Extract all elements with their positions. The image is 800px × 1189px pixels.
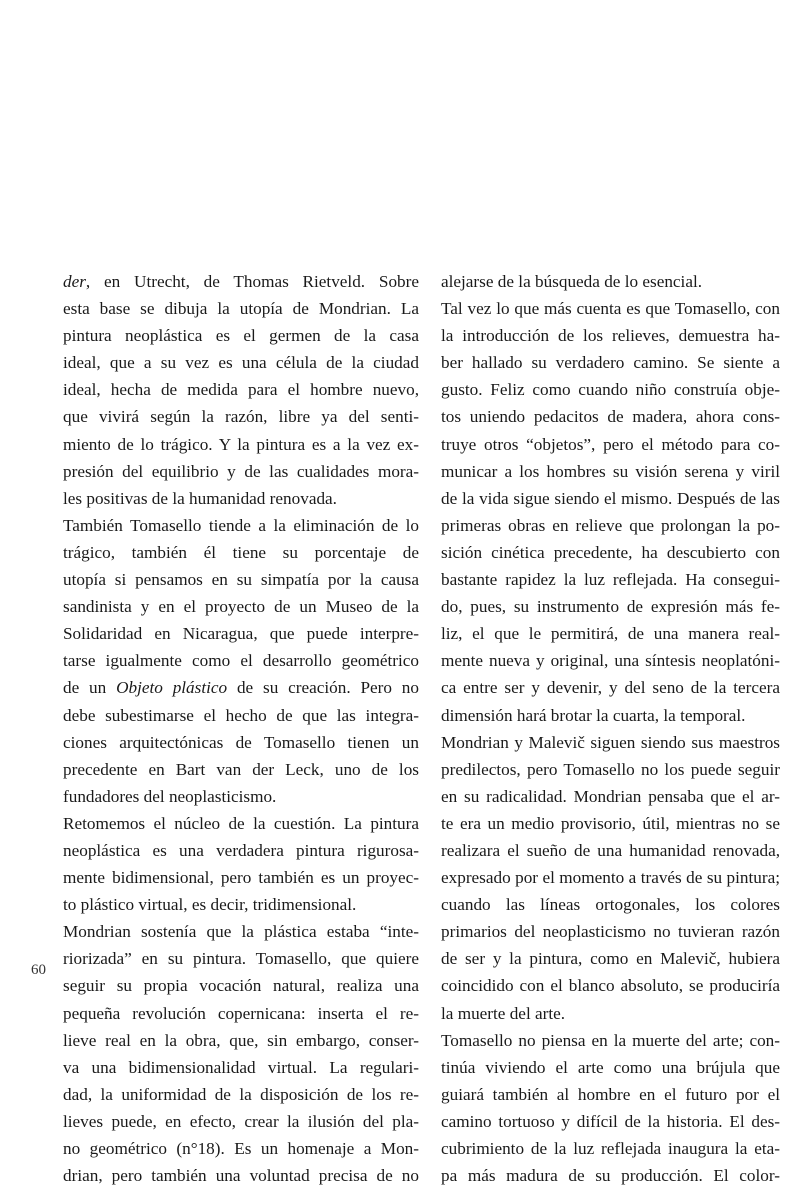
text-segment: presión del equilibrio y de las cualidades mora- <box>63 461 419 481</box>
text-line <box>441 810 780 837</box>
text-segment: que vivirá según la razón, libre ya del senti- <box>63 407 419 427</box>
text-line <box>441 620 780 647</box>
text-segment: miento de lo trágico. Y la pintura es a la vez ex- <box>63 434 419 454</box>
text-line <box>63 485 419 512</box>
text-line <box>63 864 419 891</box>
text-line <box>63 702 419 729</box>
text-line <box>63 1054 419 1081</box>
text-segment: alejarse de la búsqueda de lo esencial. <box>441 272 703 291</box>
text-line <box>63 431 419 458</box>
text-line <box>63 376 419 403</box>
text-line <box>63 891 419 918</box>
text-line <box>441 918 780 945</box>
text-line <box>441 1162 780 1189</box>
text-line <box>441 566 780 593</box>
text-line <box>441 1054 780 1081</box>
text-line <box>441 1027 780 1054</box>
text-segment: guiará también al hombre en el futuro por el <box>441 1084 780 1104</box>
text-segment: te era un medio provisorio, útil, mientras no se <box>441 813 780 833</box>
text-segment: ideal, hecha de medida para el hombre nuevo, <box>63 380 419 400</box>
text-line <box>63 1081 419 1108</box>
text-line <box>441 376 780 403</box>
text-segment: liz, el que le permitirá, de una manera real- <box>441 624 780 644</box>
text-segment: realizara el sueño de una humanidad renovada, <box>441 840 780 860</box>
text-line <box>441 972 780 999</box>
text-line <box>63 918 419 945</box>
text-segment: de un <box>63 678 117 698</box>
text-segment: esta base se dibuja la utopía de Mondrian. La <box>63 299 419 319</box>
text-segment: trágico, también él tiene su porcentaje de <box>63 542 419 562</box>
text-segment: gusto. Feliz como cuando niño construía objе- <box>441 380 780 400</box>
text-segment: fundadores del neoplasticismo. <box>63 786 277 806</box>
page-number: 60 <box>31 962 46 978</box>
text-line <box>63 647 419 674</box>
text-segment: municar a los hombres su visión serena y viril <box>441 461 780 481</box>
text-segment: cuando las líneas ortogonales, los colores <box>441 895 780 915</box>
text-segment: sandinista y en el proyecto de un Museo de la <box>63 597 419 617</box>
text-segment: ciones arquitectónicas de Tomasello tienen un <box>63 732 419 752</box>
text-segment: Tomasello no piensa en la muerte del arte; con- <box>441 1030 780 1050</box>
text-segment: Mondrian sostenía que la plástica estaba “inte- <box>63 922 419 942</box>
italic-text: der <box>63 272 86 291</box>
text-line <box>441 647 780 674</box>
text-segment: precedente en Bart van der Leck, uno de los <box>63 759 419 779</box>
text-line <box>441 268 780 295</box>
text-segment: predilectos, pero Tomasello no los puede seguir <box>441 759 780 779</box>
text-segment: de la vida sigue siendo el mismo. Después de las <box>441 488 780 508</box>
text-segment: expresado por el momento a través de su pintura; <box>441 868 780 888</box>
text-line <box>63 972 419 999</box>
text-segment: tos uniendo pedacitos de madera, ahora cons- <box>441 407 780 427</box>
text-segment: sición cinética precedente, ha descubierto con <box>441 542 780 562</box>
text-segment: camino tortuoso y difícil de la historia. El des- <box>441 1111 780 1131</box>
text-segment: ideal, que a su vez es una célula de la ciudad <box>63 353 419 373</box>
text-line <box>63 1135 419 1162</box>
text-segment: riorizada” en su pintura. Tomasello, que quiere <box>63 949 419 969</box>
text-line <box>63 349 419 376</box>
text-segment: les positivas de la humanidad renovada. <box>63 488 337 508</box>
text-line <box>441 674 780 701</box>
text-segment: do, pues, su instrumento de expresión más fe- <box>441 597 780 617</box>
text-segment: dimensión hará brotar la cuarta, la temporal. <box>441 705 746 725</box>
left-text-column <box>63 268 419 1189</box>
text-segment: la muerte del arte. <box>441 1003 566 1023</box>
text-line <box>441 539 780 566</box>
text-line <box>63 674 419 701</box>
text-segment: primeras obras en relieve que prolongan la po- <box>441 515 780 535</box>
text-line <box>441 1081 780 1108</box>
text-segment: lieve real en la obra, que, sin embargo, conser- <box>63 1030 419 1050</box>
text-segment: , en Utrecht, de Thomas Rietveld. Sobre <box>85 272 419 291</box>
text-line <box>63 837 419 864</box>
text-segment: drian, pero también una voluntad precisa de no <box>63 1166 419 1186</box>
italic-text: Objeto plástico <box>116 678 228 698</box>
text-line <box>441 729 780 756</box>
text-line <box>441 295 780 322</box>
text-segment: Tal vez lo que más cuenta es que Tomasello, con <box>441 299 780 319</box>
text-line <box>441 1000 780 1027</box>
text-line <box>441 322 780 349</box>
text-segment: lieves puede, en efecto, crear la ilusión del pla- <box>63 1111 419 1131</box>
text-line <box>441 945 780 972</box>
text-line <box>63 566 419 593</box>
text-segment: pintura neoplástica es el germen de la casa <box>63 326 419 346</box>
text-segment: primarios del neoplasticismo no tuvieran razón <box>441 922 780 942</box>
text-segment: de su creación. Pero no <box>227 678 419 698</box>
text-line <box>63 1108 419 1135</box>
text-segment: de ser y la pintura, como en Malevič, hubiera <box>441 949 780 969</box>
text-segment: mente nueva y original, una síntesis neoplatóni- <box>441 651 780 671</box>
text-segment: va una bidimensionalidad virtual. La regulari- <box>63 1057 419 1077</box>
text-line <box>63 1162 419 1189</box>
text-line <box>441 485 780 512</box>
text-line <box>441 512 780 539</box>
text-segment: pequeña revolución copernicana: inserta el re- <box>63 1003 419 1023</box>
text-line <box>63 810 419 837</box>
text-segment: to plástico virtual, es decir, tridimensional. <box>63 895 357 915</box>
text-segment: no geométrico (n°18). Es un homenaje a Mon- <box>63 1139 419 1158</box>
text-segment: tinúa viviendo el arte como una brújula que <box>441 1057 780 1077</box>
text-line <box>63 756 419 783</box>
text-line <box>63 1027 419 1054</box>
text-line <box>63 458 419 485</box>
text-line <box>63 783 419 810</box>
text-line <box>441 1108 780 1135</box>
text-line <box>63 268 419 295</box>
text-segment: Mondrian y Malevič siguen siendo sus maestros <box>441 732 780 752</box>
text-line <box>441 783 780 810</box>
text-line <box>441 431 780 458</box>
text-line <box>441 458 780 485</box>
text-line <box>441 756 780 783</box>
text-line <box>63 539 419 566</box>
text-line <box>63 295 419 322</box>
text-line <box>63 945 419 972</box>
text-line <box>63 403 419 430</box>
right-text-column <box>441 268 780 1189</box>
text-line <box>441 891 780 918</box>
text-line <box>63 322 419 349</box>
text-segment: ca entre ser y devenir, y del seno de la tercera <box>441 678 780 698</box>
text-segment: Retomemos el núcleo de la cuestión. La pintura <box>63 813 419 833</box>
text-segment: dad, la uniformidad de la disposición de los re- <box>63 1084 419 1104</box>
text-segment: pa más madura de su producción. El color- <box>441 1166 780 1186</box>
text-segment: mente bidimensional, pero también es un proyec- <box>63 868 419 888</box>
text-line <box>441 702 780 729</box>
text-segment: ber hallado su verdadero camino. Se siente a <box>441 353 780 373</box>
text-line <box>63 620 419 647</box>
text-segment: truye otros “objetos”, pero el método para co- <box>441 434 780 454</box>
text-line <box>63 1000 419 1027</box>
text-segment: utopía si pensamos en su simpatía por la causa <box>63 570 419 590</box>
text-line <box>441 403 780 430</box>
text-segment: Solidaridad en Nicaragua, que puede interpre- <box>63 624 419 644</box>
text-segment: en su radicalidad. Mondrian pensaba que el ar- <box>441 786 780 806</box>
text-segment: seguir su propia vocación natural, realiza una <box>63 976 419 996</box>
text-segment: cubrimiento de la luz reflejada inaugura la eta- <box>441 1139 780 1158</box>
text-line <box>441 593 780 620</box>
text-line <box>441 837 780 864</box>
text-segment: tarse igualmente como el desarrollo geométrico <box>63 651 419 671</box>
text-line <box>441 1135 780 1162</box>
text-segment: la introducción de los relieves, demuestra ha- <box>441 326 780 346</box>
text-segment: También Tomasello tiende a la eliminación de lo <box>63 515 419 535</box>
text-line <box>63 593 419 620</box>
text-line <box>441 864 780 891</box>
text-segment: bastante rapidez la luz reflejada. Ha consegui- <box>441 570 780 590</box>
text-segment: debe subestimarse el hecho de que las integra- <box>63 705 419 725</box>
text-segment: coincidido con el blanco absoluto, se produciría <box>441 976 780 996</box>
text-segment: neoplástica es una verdadera pintura rigurosa- <box>63 840 419 860</box>
text-line <box>441 349 780 376</box>
text-line <box>63 729 419 756</box>
text-line <box>63 512 419 539</box>
